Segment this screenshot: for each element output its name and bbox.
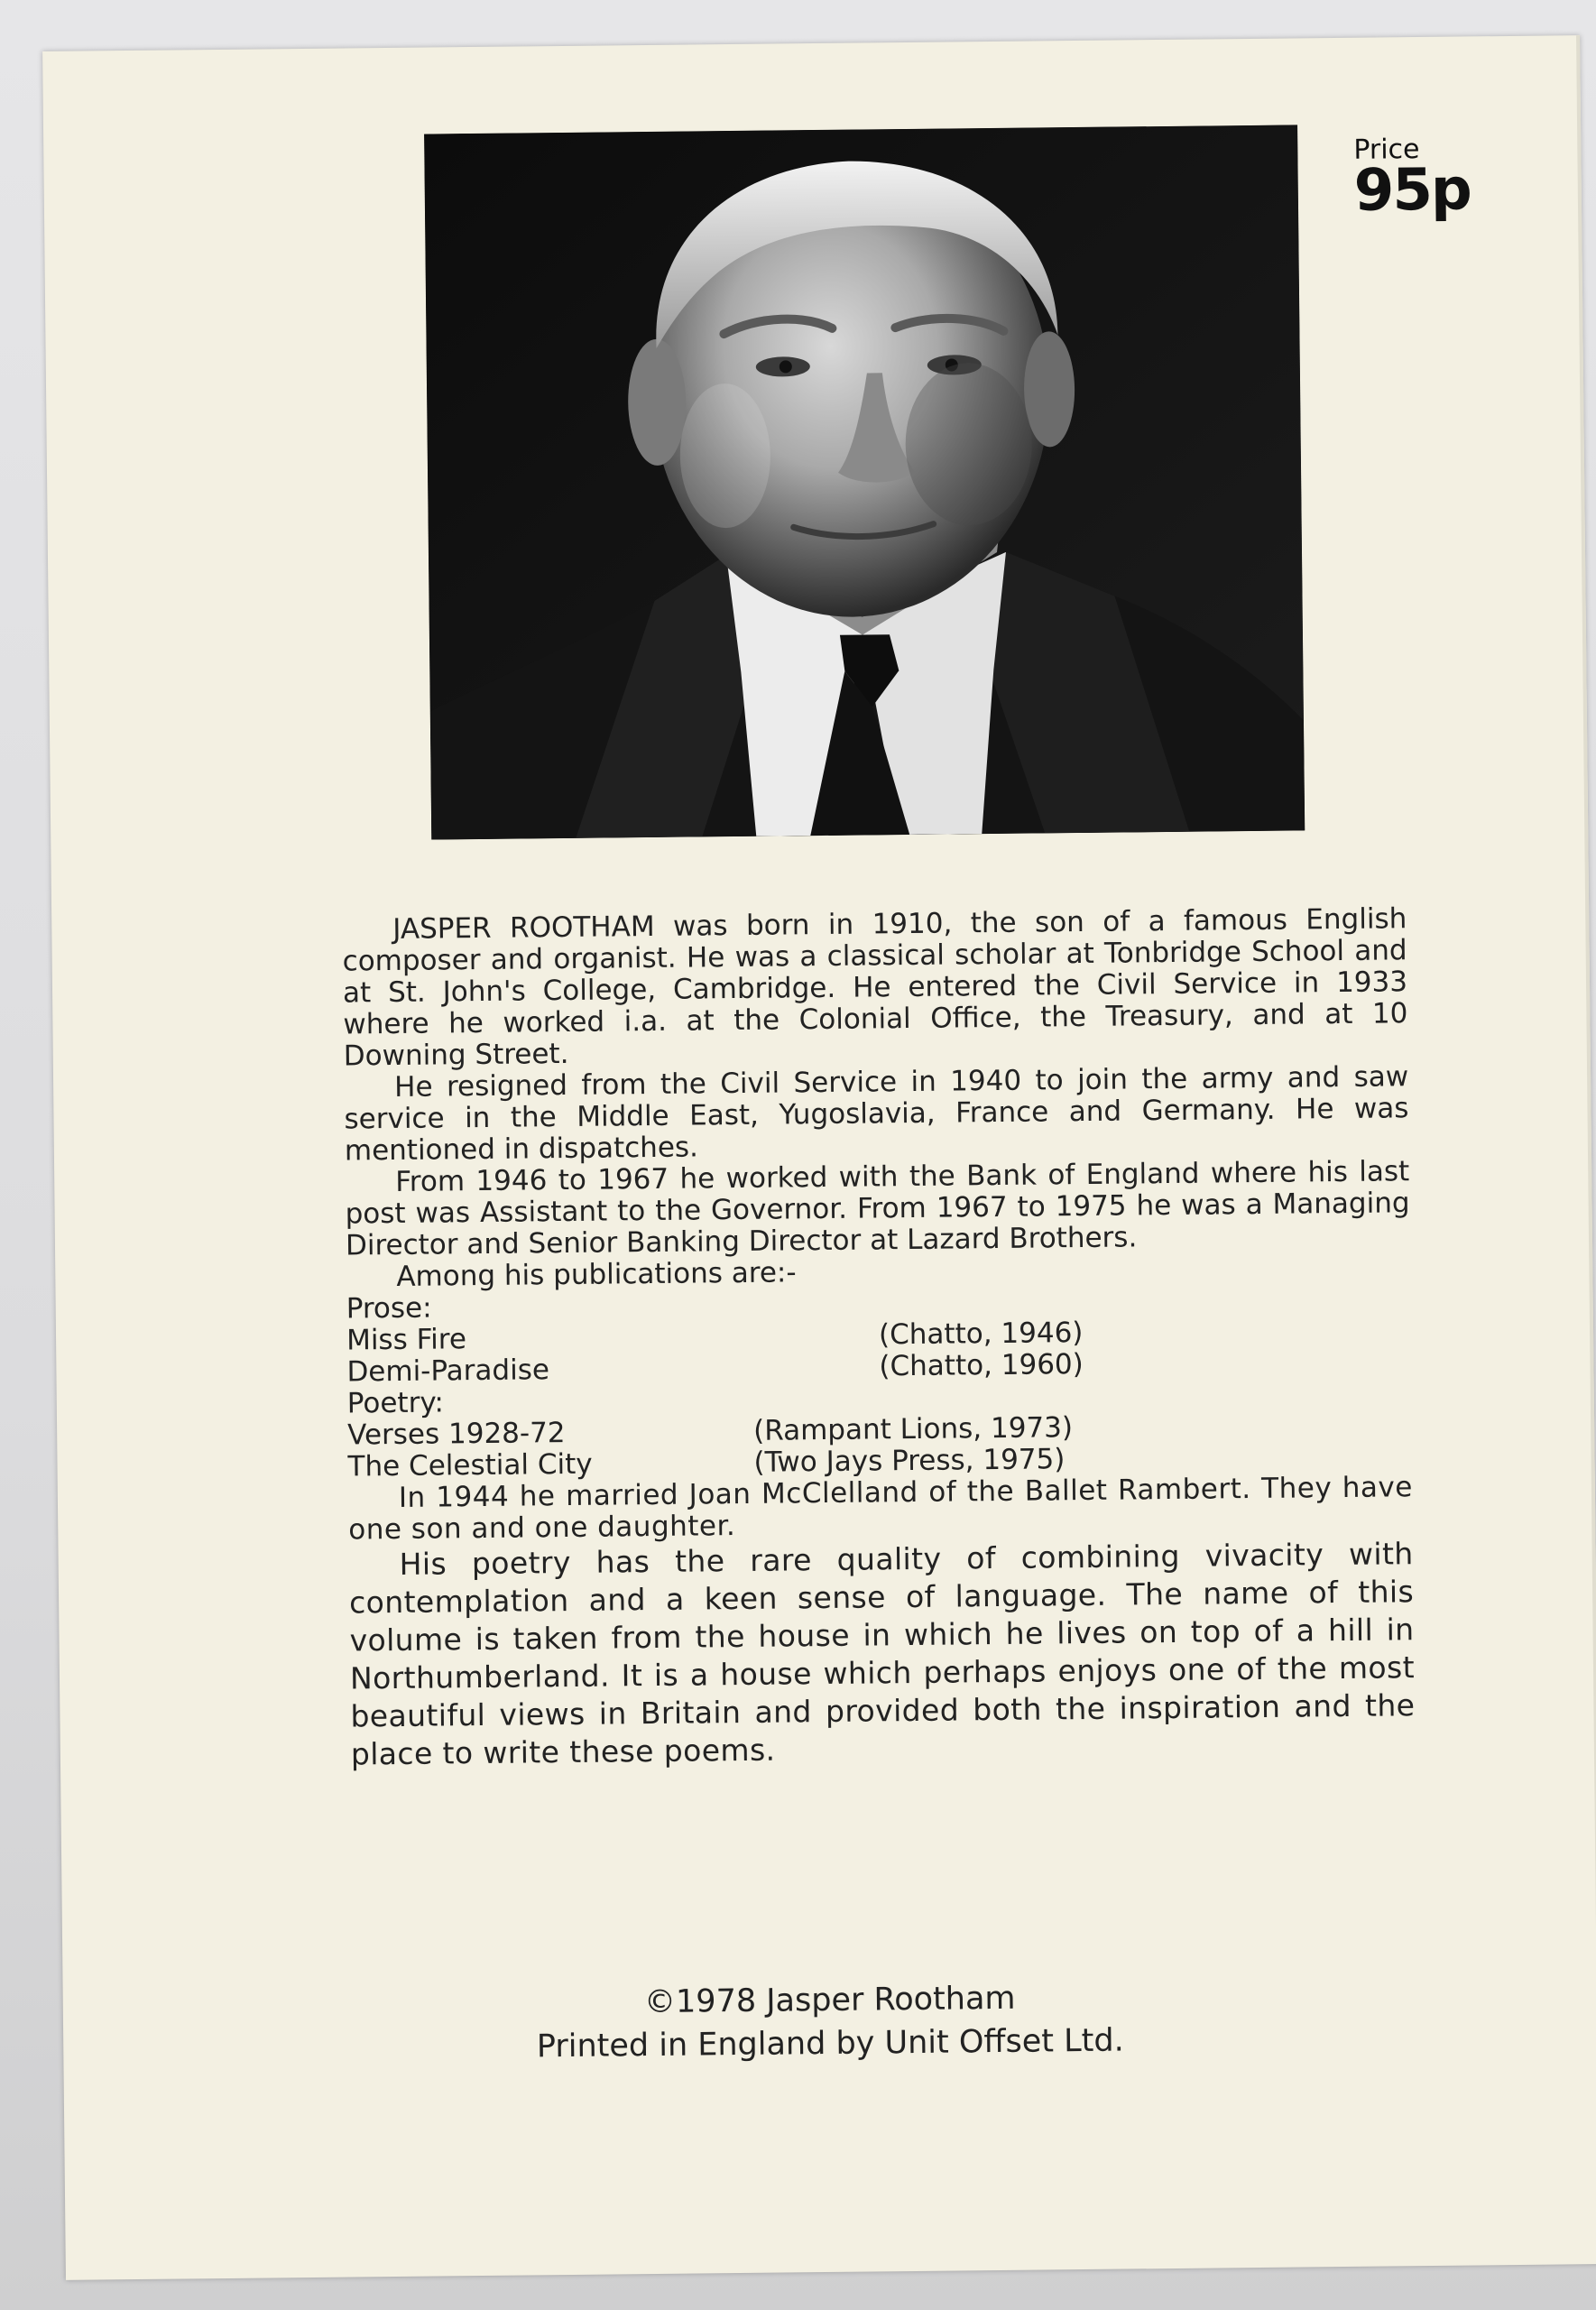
bio-paragraph-1: JASPER ROOTHAM was born in 1910, the son of a famous English composer and organist. He was a classical scholar at Tonbridge School and at St. John's College, Cambridge. He entered the Civil Service in 1933 where he worked i.a. at the Colonial Office, the Treasury, and at 10 Downing Street.	[342, 902, 1408, 1073]
publications-list	[346, 1282, 1413, 1483]
price-tag	[1353, 134, 1471, 225]
publication-title: Miss Fire	[346, 1323, 467, 1357]
author-portrait-photo	[424, 125, 1305, 839]
publication-publisher: (Rampant Lions, 1973)	[752, 1411, 1074, 1447]
publication-publisher: (Chatto, 1960)	[879, 1347, 1084, 1383]
book-back-cover	[42, 35, 1596, 2280]
publication-publisher: (Chatto, 1946)	[878, 1316, 1084, 1352]
poetry-heading: Poetry:	[346, 1386, 445, 1420]
printer-line: Printed in England by Unit Offset Ltd.	[536, 2022, 1124, 2065]
marriage-paragraph: In 1944 he married Joan McClelland of the Ballet Rambert. They have one son and one daughter.	[348, 1471, 1414, 1547]
copyright-line: ©1978 Jasper Rootham	[643, 1980, 1016, 2021]
author-biography	[342, 903, 1416, 1773]
colophon	[63, 1971, 1596, 2074]
closing-paragraph: His poetry has the rare quality of combining vivacity with contemplation and a keen sense of language. The name of this volume is taken from the house in which he lives on top of a hill in Northumberland. It is a house which perhaps enjoys one of the most beautiful views in Britain and provided both the inspiration and the place to write these poems.	[348, 1536, 1416, 1772]
publication-title: The Celestial City	[347, 1447, 593, 1483]
price-value: 95p	[1353, 156, 1471, 225]
bio-paragraph-2: He resigned from the Civil Service in 1940 to join the army and saw service in the Middle East, Yugoslavia, France and Germany. He was mentioned in dispatches.	[344, 1060, 1409, 1168]
price-label: Price	[1353, 134, 1420, 166]
publication-title: Verses 1928-72	[347, 1417, 566, 1452]
prose-heading: Prose:	[346, 1291, 432, 1326]
portrait-illustration	[424, 125, 1305, 839]
publication-title: Demi-Paradise	[346, 1354, 550, 1389]
bio-paragraph-4: Among his publications are:-	[396, 1256, 797, 1293]
publication-publisher: (Two Jays Press, 1975)	[753, 1443, 1066, 1479]
bio-paragraph-3: From 1946 to 1967 he worked with the Bank of England where his last post was Assistant to the Governor. From 1967 to 1975 he was a Managing Director and Senior Banking Director at Lazard Brothers.	[345, 1155, 1410, 1262]
